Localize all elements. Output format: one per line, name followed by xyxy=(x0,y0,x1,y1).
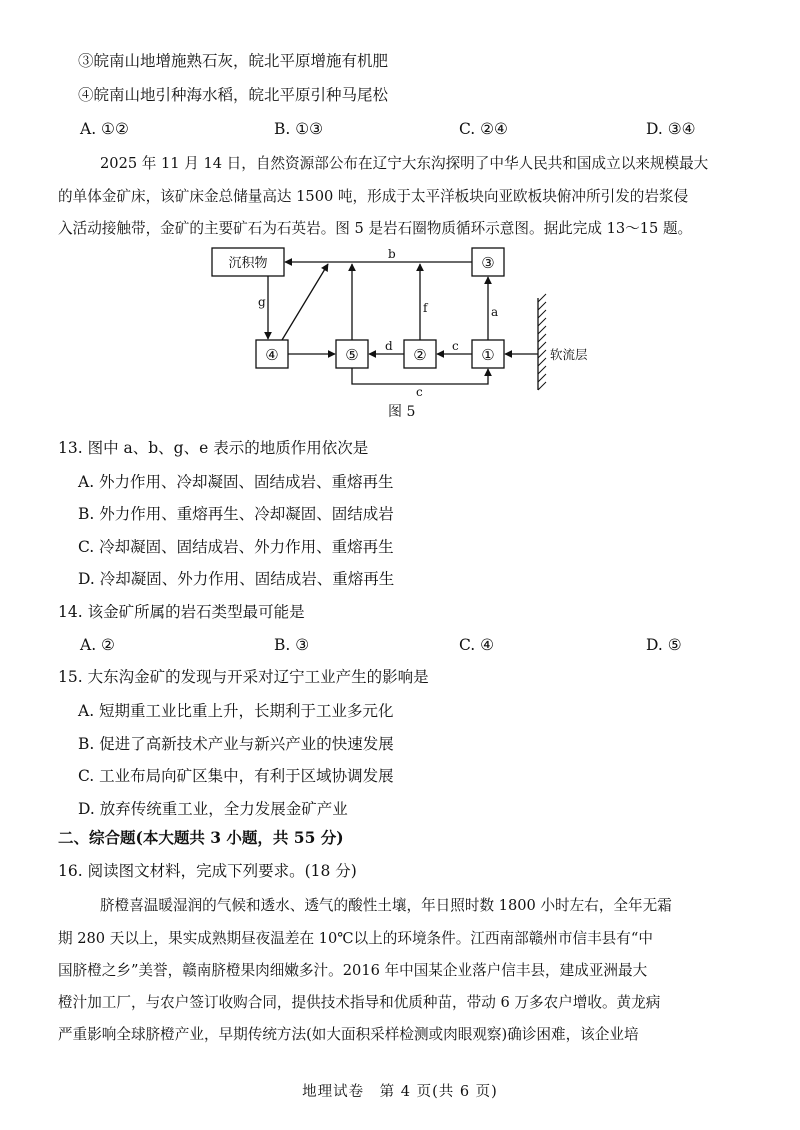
figure-caption: 图 5 xyxy=(388,404,416,420)
page-footer: 地理试卷 第 4 页(共 6 页) xyxy=(302,1084,498,1100)
arrow-c-bottom xyxy=(352,368,488,384)
label-g: g xyxy=(258,295,266,309)
q15-b: B. 促进了高新技术产业与新兴产业的快速发展 xyxy=(78,735,394,753)
q13-c: C. 冷却凝固、固结成岩、外力作用、重熔再生 xyxy=(78,538,394,556)
label-c2: c xyxy=(416,385,423,399)
q14-stem: 14. 该金矿所属的岩石类型最可能是 xyxy=(58,603,305,621)
q14-choice-a: A. ② xyxy=(80,636,115,654)
box-1-label: ① xyxy=(481,346,495,364)
label-b: b xyxy=(388,247,396,261)
q15-d: D. 放弃传统重工业，全力发展金矿产业 xyxy=(78,800,348,818)
section-2-heading: 二、综合题(本大题共 3 小题，共 55 分) xyxy=(58,828,344,847)
sediment-label: 沉积物 xyxy=(228,256,268,271)
q16-line-1: 脐橙喜温暖湿润的气候和透水、透气的酸性土壤，年日照时数 1800 小时左右，全年无霜 xyxy=(100,897,672,914)
q16-stem: 16. 阅读图文材料，完成下列要求。(18 分) xyxy=(58,862,357,880)
q13-a: A. 外力作用、冷却凝固、固结成岩、重熔再生 xyxy=(78,473,394,491)
box-2-label: ② xyxy=(413,346,427,364)
q12-choice-b: B. ①③ xyxy=(274,120,324,138)
q14-choice-b: B. ③ xyxy=(274,636,310,654)
option-3: ③皖南山地增施熟石灰，皖北平原增施有机肥 xyxy=(78,52,389,70)
label-f: f xyxy=(423,301,428,315)
q13-b: B. 外力作用、重熔再生、冷却凝固、固结成岩 xyxy=(78,505,394,523)
mantle-label: 软流层 xyxy=(550,347,588,362)
arrow-diagonal xyxy=(282,264,328,340)
q14-choice-d: D. ⑤ xyxy=(646,636,682,654)
q16-line-4: 橙汁加工厂，与农户签订收购合同，提供技术指导和优质种苗，带动 6 万多农户增收。黄龙病 xyxy=(58,994,661,1011)
q12-choice-d: D. ③④ xyxy=(646,120,696,138)
box-5-label: ⑤ xyxy=(345,346,359,364)
passage-line-2: 的单体金矿床，该矿床金总储量高达 1500 吨，形成于太平洋板块向亚欧板块俯冲所引发的岩浆侵 xyxy=(58,188,689,205)
q16-line-3: 国脐橙之乡”美誉，赣南脐橙果肉细嫩多汁。2016 年中国某企业落户信丰县，建成亚洲最大 xyxy=(58,962,648,979)
q15-a: A. 短期重工业比重上升，长期利于工业多元化 xyxy=(78,702,394,720)
q16-line-2: 期 280 天以上，果实成熟期昼夜温差在 10℃以上的环境条件。江西南部赣州市信丰县有“中 xyxy=(58,930,653,947)
passage-line-3: 入活动接触带，金矿的主要矿石为石英岩。图 5 是岩石圈物质循环示意图。据此完成 13～15 题。 xyxy=(58,220,693,237)
option-4: ④皖南山地引种海水稻，皖北平原引种马尾松 xyxy=(78,86,389,104)
q14-choice-c: C. ④ xyxy=(459,636,495,654)
q16-line-5: 严重影响全球脐橙产业，早期传统方法(如大面积采样检测或肉眼观察)确诊困难，该企业培 xyxy=(58,1026,639,1043)
q15-c: C. 工业布局向矿区集中，有利于区域协调发展 xyxy=(78,767,394,785)
label-d: d xyxy=(385,339,393,353)
q13-d: D. 冷却凝固、外力作用、固结成岩、重熔再生 xyxy=(78,570,395,588)
passage-line-1: 2025 年 11 月 14 日，自然资源部公布在辽宁大东沟探明了中华人民共和国成立以来规模最大 xyxy=(100,155,709,172)
label-a: a xyxy=(491,305,499,319)
label-c1: c xyxy=(452,339,459,353)
box-4-label: ④ xyxy=(265,346,279,364)
q13-stem: 13. 图中 a、b、g、e 表示的地质作用依次是 xyxy=(58,439,369,457)
q12-choice-a: A. ①② xyxy=(80,120,129,138)
rock-cycle-diagram xyxy=(200,240,620,400)
q12-choice-c: C. ②④ xyxy=(459,120,508,138)
box-3-label: ③ xyxy=(481,254,495,272)
q15-stem: 15. 大东沟金矿的发现与开采对辽宁工业产生的影响是 xyxy=(58,668,429,686)
